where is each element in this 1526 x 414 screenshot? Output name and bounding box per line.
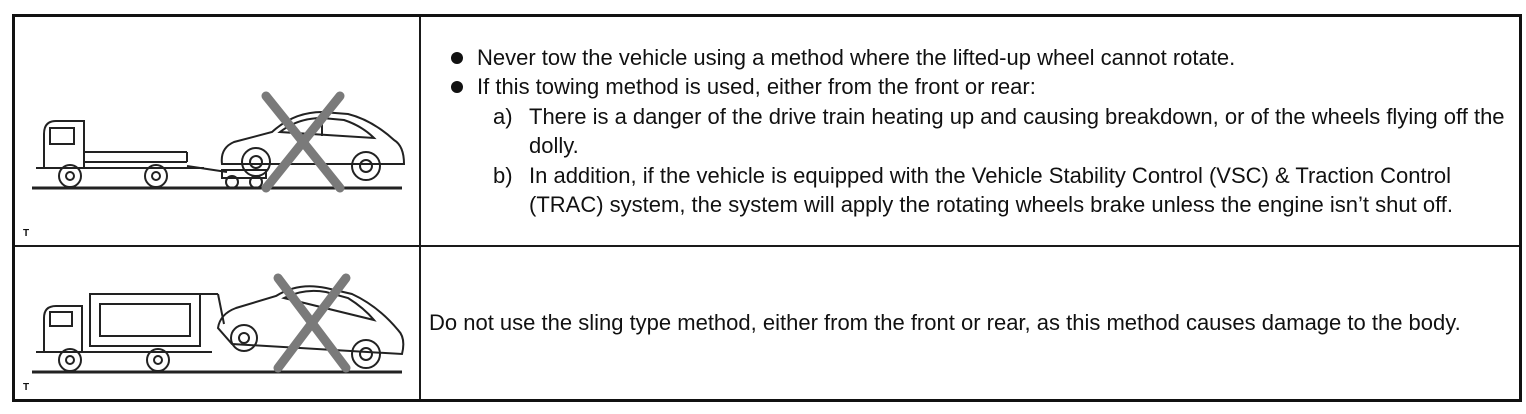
dolly-tow-text-cell [420, 16, 1521, 247]
sub-item-marker: b) [493, 162, 513, 188]
sling-tow-figure-cell [14, 246, 421, 401]
list-item [445, 43, 1519, 73]
bullet-icon [451, 81, 463, 93]
sub-item-text: There is a danger of the drive train heating up and causing breakdown, or of the wheels flying off the dolly. [529, 103, 1505, 158]
bullet-text: If this towing method is used, either from the front or rear: [477, 74, 1036, 99]
figure-ref-label: T [23, 382, 30, 393]
figure-ref-label: T [23, 228, 30, 239]
list-item [493, 161, 1519, 220]
sling-tow-truck-icon [36, 294, 224, 371]
bullet-text: Never tow the vehicle using a method where the lifted-up wheel cannot rotate. [477, 44, 1236, 70]
sling-tow-text-cell [420, 246, 1521, 401]
sub-item-text: In addition, if the vehicle is equipped with the Vehicle Stability Control (VSC) & Traction Control (TRAC) system, the system will apply the rotating wheels brake unless the engine isn’t shut off. [529, 162, 1454, 217]
dolly-tow-illustration [22, 66, 412, 196]
dolly-tow-figure-cell [14, 16, 421, 247]
tow-dolly-icon [222, 170, 266, 188]
caution-bullet-list [421, 43, 1519, 220]
towing-method-table [12, 14, 1522, 402]
bullet-icon [451, 52, 463, 64]
tow-truck-icon [36, 121, 227, 187]
towing-caution-sheet [12, 14, 1514, 402]
table-row [14, 16, 1521, 247]
sling-warning-text: Do not use the sling type method, either from the front or rear, as this method causes damage to the body. [429, 310, 1461, 336]
prohibited-x-icon [266, 96, 340, 188]
list-item [445, 72, 1519, 220]
sub-item-list [477, 102, 1519, 220]
list-item [493, 102, 1519, 161]
sling-tow-illustration [22, 268, 412, 378]
sub-item-marker: a) [493, 103, 513, 129]
table-row [14, 246, 1521, 401]
